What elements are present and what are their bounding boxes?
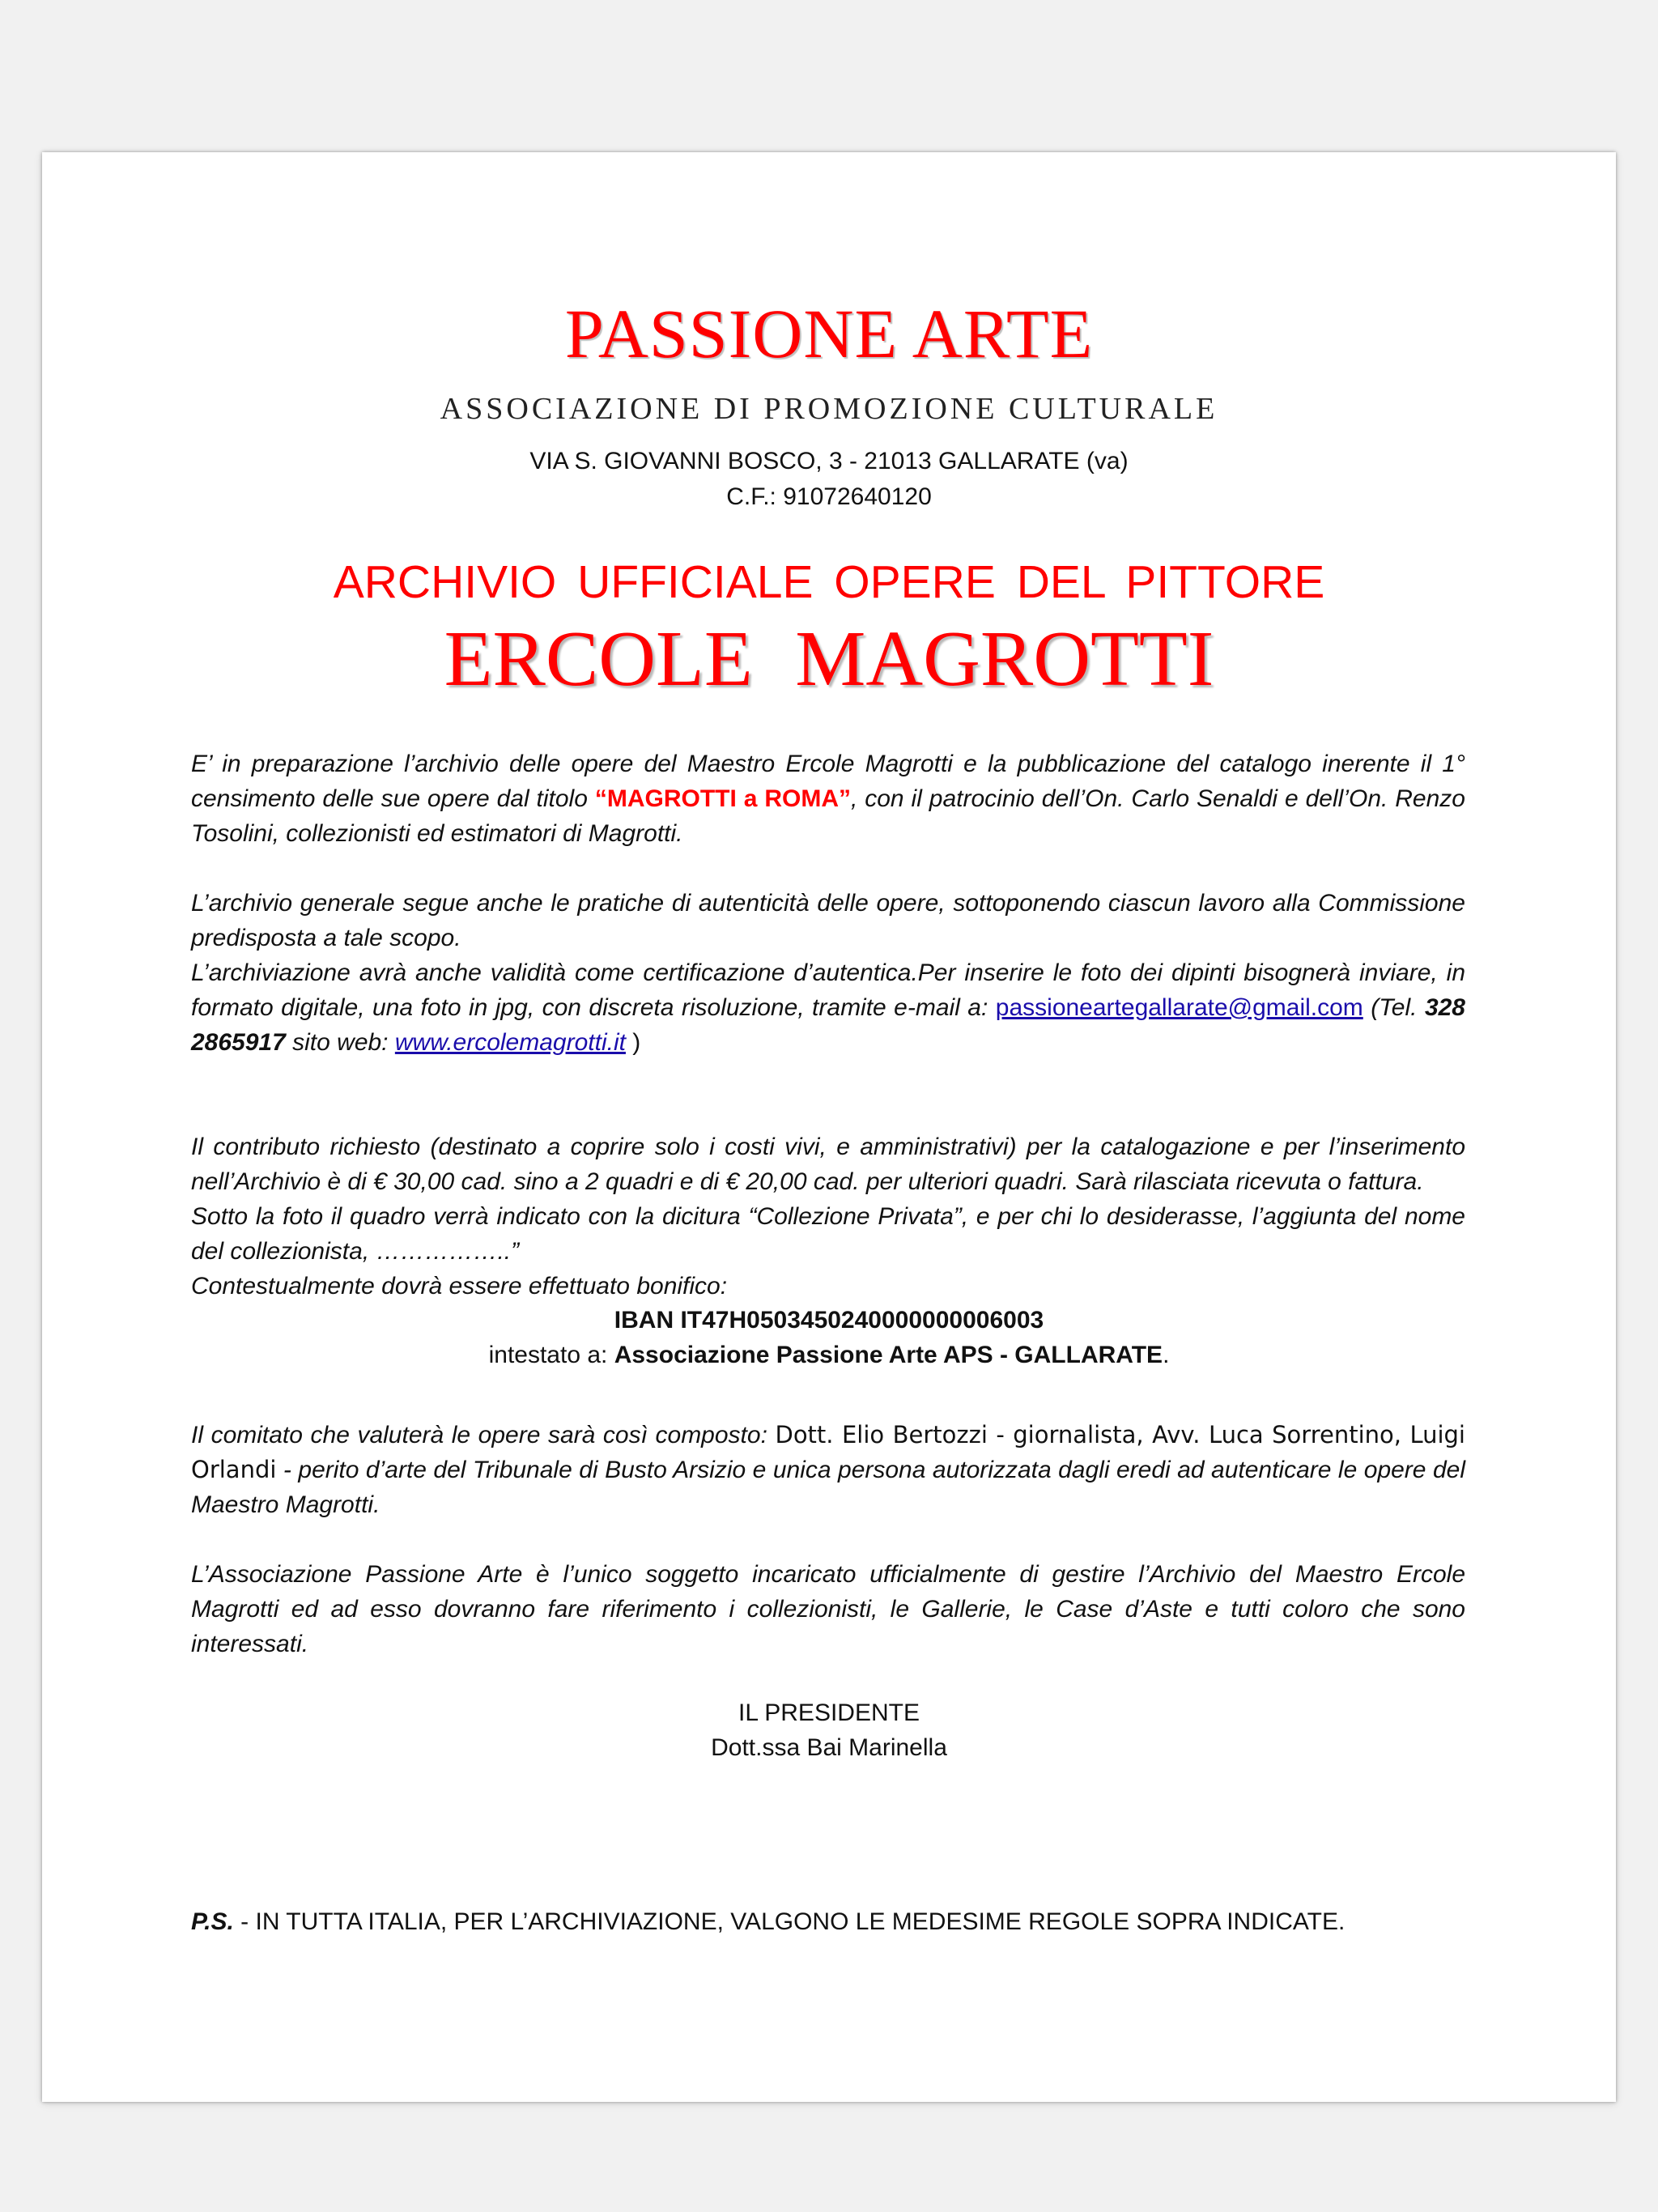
holder-prefix: intestato a: (488, 1342, 614, 1368)
email-link[interactable]: passioneartegallarate@gmail.com (995, 994, 1363, 1021)
intro-text-a: E’ in preparazione l’archivio delle opere del Maestro Ercole Magrotti e la pubblicazione del catalogo inerente il 1° censimento delle sue opere dal titolo (191, 751, 1465, 812)
account-holder-line (42, 1338, 1616, 1372)
tax-code: C.F.: 91072640120 (726, 483, 932, 510)
tel-prefix: (Tel. (1363, 994, 1425, 1021)
committee-members: Dott. Elio Bertozzi - giornalista, Avv. Luca Sorrentino, Luigi Orlandi (191, 1421, 1465, 1483)
committee-text-b: - perito d’arte del Tribunale di Busto Arsizio e unica persona autorizzata dagli eredi ad autenticare le opere del Maestro Magrotti. (191, 1457, 1465, 1518)
organization-address: VIA S. GIOVANNI BOSCO, 3 - 21013 GALLARATE (va) (529, 448, 1129, 474)
signature-name: Dott.ssa Bai Marinella (711, 1734, 947, 1761)
website-link[interactable]: www.ercolemagrotti.it (394, 1029, 626, 1056)
fee-paragraph (191, 1129, 1465, 1304)
association-paragraph (191, 1557, 1465, 1661)
association-text: L’Associazione Passione Arte è l’unico soggetto incaricato ufficialmente di gestire l’Archivio del Maestro Ercole Magrotti ed ad esso dovranno fare riferimento i collezionisti, le Gallerie, le Case d’Aste e tutti coloro che sono interessati. (191, 1561, 1465, 1657)
signature-role: IL PRESIDENTE (738, 1699, 920, 1726)
archive-title: ARCHIVIO UFFICIALE OPERE DEL PITTORE (333, 556, 1325, 608)
archive-paragraph (191, 886, 1465, 1060)
postscript-label: P.S. (191, 1908, 234, 1935)
intro-paragraph (191, 747, 1465, 851)
painter-name: ERCOLE MAGROTTI (444, 615, 1214, 703)
web-prefix: sito web: (285, 1029, 395, 1056)
committee-paragraph (191, 1418, 1465, 1522)
committee-text-a: Il comitato che valuterà le opere sarà così composto: (191, 1422, 776, 1448)
fee-text-2: Sotto la foto il quadro verrà indicato con la dicitura “Collezione Privata”, e per chi lo desiderasse, l’aggiunta del nome del collezionista, ……………..” (191, 1203, 1465, 1265)
catalog-title: “MAGROTTI a ROMA” (594, 785, 851, 812)
fee-text-1: Il contributo richiesto (destinato a coprire solo i costi vivi, e amministrativi) per la catalogazione e per l’inserimento nell’Archivio è di € 30,00 cad. sino a 2 quadri e di € 20,00 cad. per ulteriori quadri. Sarà rilasciata ricevuta o fattura. (191, 1134, 1465, 1195)
holder-suffix: . (1163, 1342, 1170, 1368)
intro-text-b: , con il patrocinio dell’On. Carlo Senaldi e dell’On. Renzo Tosolini, collezionisti ed estimatori di Magrotti. (191, 785, 1465, 847)
iban-line (42, 1303, 1616, 1338)
organization-subtitle: ASSOCIAZIONE DI PROMOZIONE CULTURALE (440, 392, 1218, 426)
postscript (191, 1906, 1345, 1938)
phone-number: 328 2865917 (191, 994, 1465, 1056)
organization-name: PASSIONE ARTE (564, 295, 1094, 372)
archive-text-2: L’archiviazione avrà anche validità come certificazione d’autentica.Per inserire le foto dei dipinti bisognerà inviare, in formato digitale, una foto in jpg, con discreta risoluzione, tramite e-mail a: (191, 959, 1465, 1021)
iban-code: IBAN IT47H0503450240000000006003 (614, 1307, 1044, 1334)
archive-text-1: L’archivio generale segue anche le pratiche di autenticità delle opere, sottoponendo ciascun lavoro alla Commissione predisposta a tale scopo. (191, 890, 1465, 951)
document-page (42, 152, 1616, 2102)
postscript-text: - IN TUTTA ITALIA, PER L’ARCHIVIAZIONE, VALGONO LE MEDESIME REGOLE SOPRA INDICATE. (233, 1908, 1346, 1935)
fee-text-3: Contestualmente dovrà essere effettuato bonifico: (191, 1273, 728, 1300)
account-holder: Associazione Passione Arte APS - GALLARATE (614, 1342, 1163, 1368)
closing-paren: ) (625, 1029, 641, 1056)
